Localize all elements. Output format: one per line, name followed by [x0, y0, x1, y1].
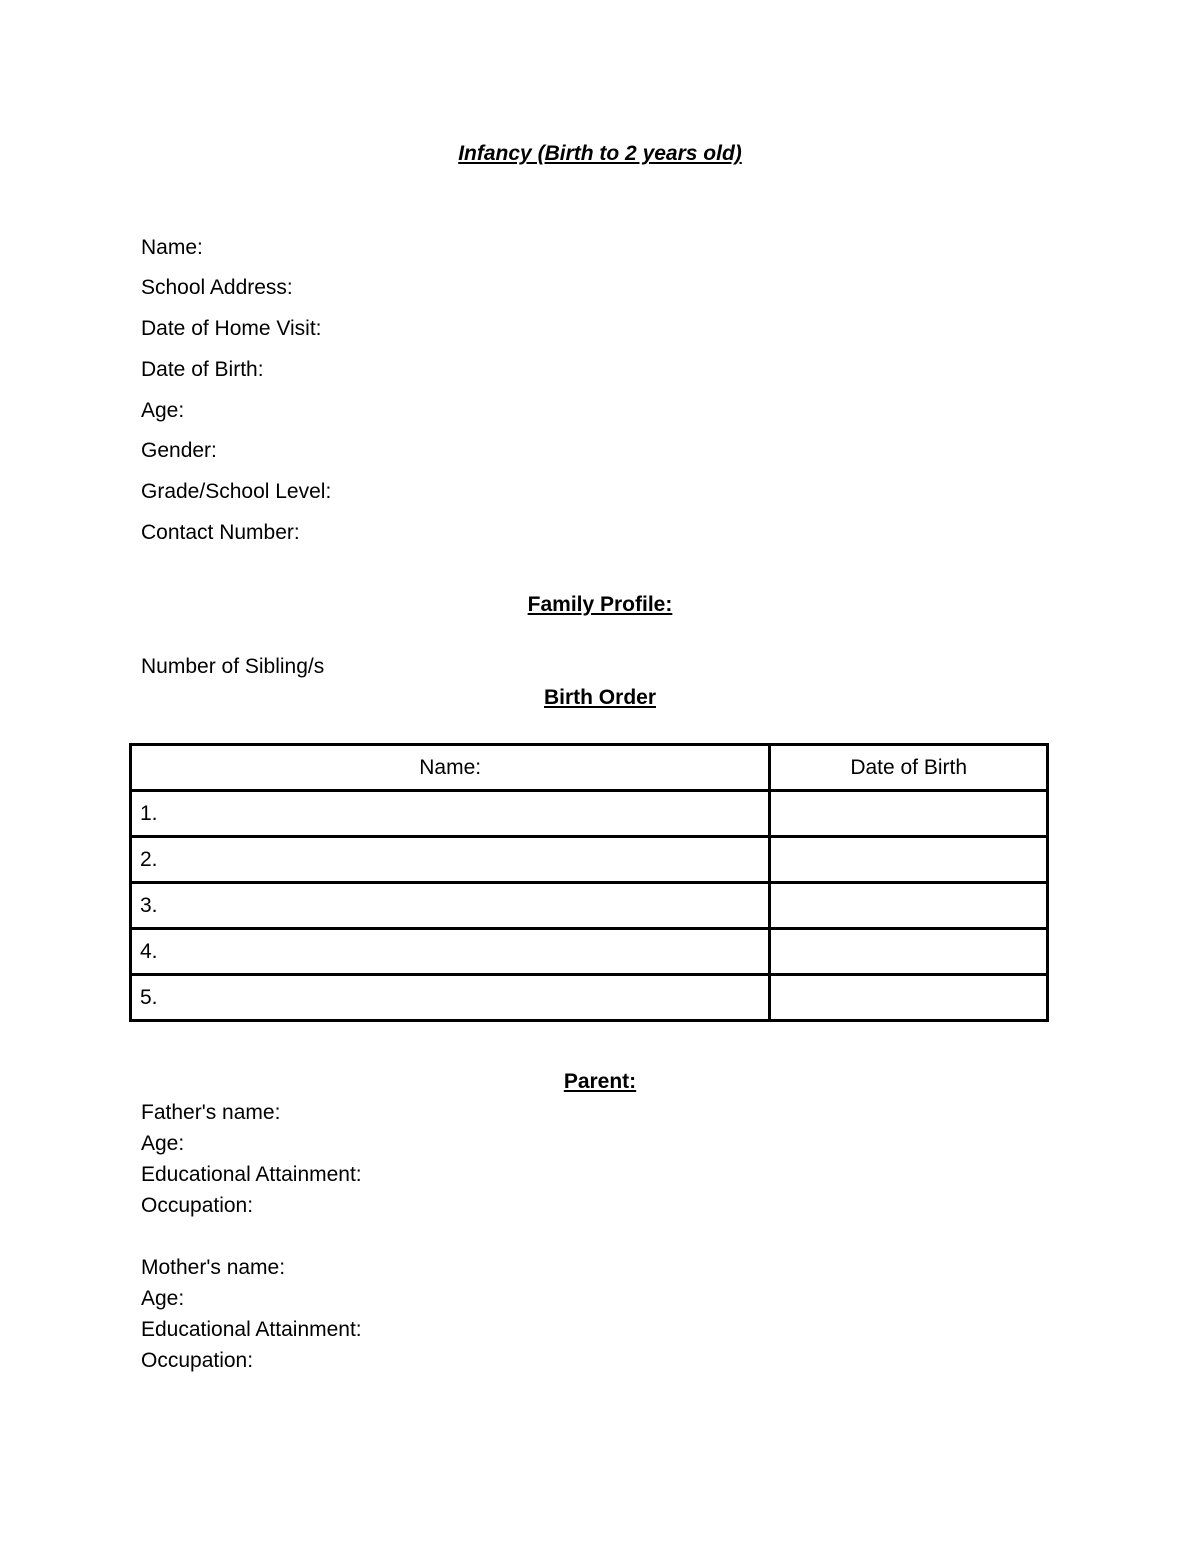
sibling-dob-cell[interactable] — [770, 837, 1048, 883]
name-field-label: Name: — [141, 236, 203, 259]
sibling-name-cell[interactable]: 1. — [131, 791, 770, 837]
table-row — [131, 837, 1048, 883]
date-of-birth-field-label: Date of Birth: — [141, 358, 264, 381]
sibling-name-cell[interactable]: 2. — [131, 837, 770, 883]
father-age-label: Age: — [141, 1132, 185, 1155]
number-of-siblings-label: Number of Sibling/s — [141, 655, 325, 678]
table-row — [131, 791, 1048, 837]
mother-name-label: Mother's name: — [141, 1256, 286, 1279]
document-title: Infancy (Birth to 2 years old) — [458, 142, 742, 165]
sibling-name-cell[interactable]: 5. — [131, 975, 770, 1021]
sibling-dob-cell[interactable] — [770, 975, 1048, 1021]
parent-heading: Parent: — [563, 1070, 637, 1093]
father-occupation-label: Occupation: — [141, 1194, 254, 1217]
father-education-label: Educational Attainment: — [141, 1163, 362, 1186]
table-row — [131, 929, 1048, 975]
name-column-header: Name: — [131, 745, 770, 791]
gender-field-label: Gender: — [141, 439, 217, 462]
sibling-dob-cell[interactable] — [770, 929, 1048, 975]
birth-order-heading: Birth Order — [543, 686, 656, 709]
mother-occupation-label: Occupation: — [141, 1349, 254, 1372]
table-row — [131, 975, 1048, 1021]
contact-number-field-label: Contact Number: — [141, 521, 300, 544]
sibling-name-cell[interactable]: 4. — [131, 929, 770, 975]
family-profile-heading: Family Profile: — [527, 593, 673, 616]
age-field-label: Age: — [141, 399, 185, 422]
mother-age-label: Age: — [141, 1287, 185, 1310]
mother-education-label: Educational Attainment: — [141, 1318, 362, 1341]
father-name-label: Father's name: — [141, 1101, 281, 1124]
birth-order-table — [129, 743, 1049, 1022]
grade-school-level-field-label: Grade/School Level: — [141, 480, 332, 503]
table-header-row — [131, 745, 1048, 791]
date-of-home-visit-field-label: Date of Home Visit: — [141, 317, 322, 340]
sibling-dob-cell[interactable] — [770, 791, 1048, 837]
date-of-birth-column-header: Date of Birth — [770, 745, 1048, 791]
table-row — [131, 883, 1048, 929]
sibling-dob-cell[interactable] — [770, 883, 1048, 929]
sibling-name-cell[interactable]: 3. — [131, 883, 770, 929]
school-address-field-label: School Address: — [141, 276, 293, 299]
